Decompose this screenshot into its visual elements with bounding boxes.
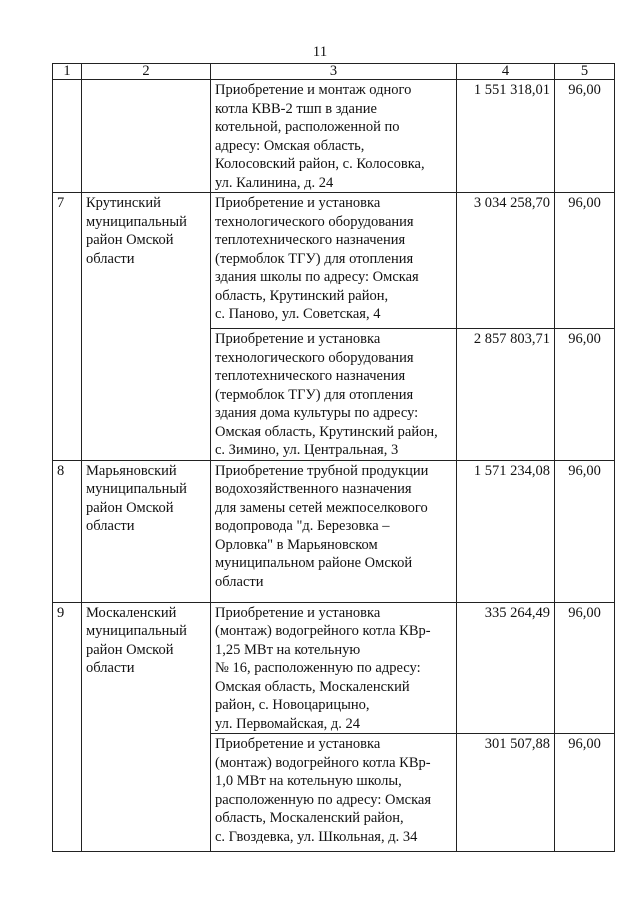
project-line: Орловка" в Марьяновском	[215, 536, 378, 553]
funding-amount: 3 034 258,70	[457, 193, 555, 329]
table-row	[53, 193, 615, 329]
project-line: район, с. Новоцарицыно,	[215, 697, 370, 713]
project-line: 1,25 МВт на котельную	[215, 641, 361, 658]
project-description	[211, 80, 457, 193]
project-line: Приобретение и установка	[215, 736, 381, 752]
project-line: с. Гвоздевка, ул. Школьная, д. 34	[215, 828, 418, 845]
project-line: Омская область, Крутинский район,	[215, 423, 438, 440]
district-line: муниципальный	[86, 213, 187, 230]
district-line: район Омской	[86, 232, 174, 248]
funding-amount: 2 857 803,71	[457, 329, 555, 461]
funding-percent: 96,00	[555, 80, 615, 193]
project-line: адресу: Омская область,	[215, 137, 365, 154]
funding-amount: 1 571 234,08	[457, 460, 555, 602]
funding-table	[52, 63, 615, 852]
row-number: 7	[53, 193, 82, 461]
district-line: области	[86, 660, 135, 676]
row-number	[53, 80, 82, 193]
project-line: области	[215, 573, 264, 590]
project-line: (термоблок ТГУ) для отопления	[215, 386, 414, 403]
funding-percent: 96,00	[555, 460, 615, 602]
project-line: ул. Первомайская, д. 24	[215, 715, 360, 732]
column-number-header	[53, 64, 615, 80]
project-line: теплотехнического назначения	[215, 232, 406, 248]
district-name	[82, 460, 211, 602]
project-line: ул. Калинина, д. 24	[215, 174, 334, 191]
district-line: Марьяновский	[86, 462, 177, 479]
funding-percent: 96,00	[555, 734, 615, 852]
district-line: области	[86, 518, 135, 534]
project-line: Приобретение и установка	[215, 604, 381, 621]
funding-percent: 96,00	[555, 602, 615, 734]
project-line: (термоблок ТГУ) для отопления	[215, 250, 414, 267]
table-row	[53, 80, 615, 193]
row-number: 9	[53, 602, 82, 852]
district-line: муниципальный	[86, 623, 187, 639]
district-line: муниципальный	[86, 481, 187, 497]
table-row	[53, 602, 615, 734]
project-line: (монтаж) водогрейного котла КВр-	[215, 754, 431, 771]
column-header-5: 5	[555, 64, 615, 80]
project-description	[211, 602, 457, 734]
project-line: расположенную по адресу: Омская	[215, 791, 432, 808]
funding-percent: 96,00	[555, 193, 615, 329]
project-line: Приобретение и установка	[215, 195, 381, 211]
project-line: Приобретение и установка	[215, 331, 381, 347]
project-description	[211, 329, 457, 461]
project-line: Колосовский район, с. Колосовка,	[215, 156, 425, 172]
project-line: с. Паново, ул. Советская, 4	[215, 306, 381, 322]
project-line: № 16, расположенную по адресу:	[215, 660, 421, 676]
project-line: здания школы по адресу: Омская	[215, 269, 419, 285]
district-line: Крутинский	[86, 195, 161, 211]
column-header-1: 1	[53, 64, 82, 80]
district-name	[82, 193, 211, 461]
page-number: 11	[312, 44, 328, 60]
district-name	[82, 602, 211, 852]
project-description	[211, 193, 457, 329]
project-description	[211, 734, 457, 852]
district-line: район Омской	[86, 641, 174, 658]
project-line: водохозяйственного назначения	[215, 481, 412, 497]
project-line: область, Москаленский район,	[215, 810, 404, 826]
project-line: (монтаж) водогрейного котла КВр-	[215, 623, 431, 639]
row-number: 8	[53, 460, 82, 602]
project-line: Приобретение трубной продукции	[215, 462, 429, 479]
district-line: район Омской	[86, 499, 174, 516]
project-line: котла КВВ-2 тшп в здание	[215, 100, 377, 117]
column-header-4: 4	[457, 64, 555, 80]
district-line: области	[86, 250, 135, 267]
column-header-3: 3	[211, 64, 457, 80]
district-name	[82, 80, 211, 193]
project-line: водопровода "д. Березовка –	[215, 518, 390, 534]
project-line: 1,0 МВт на котельную школы,	[215, 773, 402, 789]
project-line: Омская область, Москаленский	[215, 678, 410, 695]
project-line: технологического оборудования	[215, 349, 414, 366]
funding-amount: 1 551 318,01	[457, 80, 555, 193]
project-line: муниципальном районе Омской	[215, 555, 413, 571]
district-line: Москаленский	[86, 604, 177, 621]
project-line: Приобретение и монтаж одного	[215, 82, 412, 98]
project-line: здания дома культуры по адресу:	[215, 405, 419, 421]
funding-amount: 335 264,49	[457, 602, 555, 734]
project-line: для замены сетей межпоселкового	[215, 499, 428, 516]
project-line: технологического оборудования	[215, 213, 414, 230]
funding-percent: 96,00	[555, 329, 615, 461]
project-line: область, Крутинский район,	[215, 287, 389, 304]
table-body	[53, 80, 615, 852]
column-header-2: 2	[82, 64, 211, 80]
project-line: с. Зимино, ул. Центральная, 3	[215, 442, 399, 458]
table-row	[53, 460, 615, 602]
project-line: теплотехнического назначения	[215, 368, 406, 384]
project-description	[211, 460, 457, 602]
funding-amount: 301 507,88	[457, 734, 555, 852]
project-line: котельной, расположенной по	[215, 119, 400, 135]
